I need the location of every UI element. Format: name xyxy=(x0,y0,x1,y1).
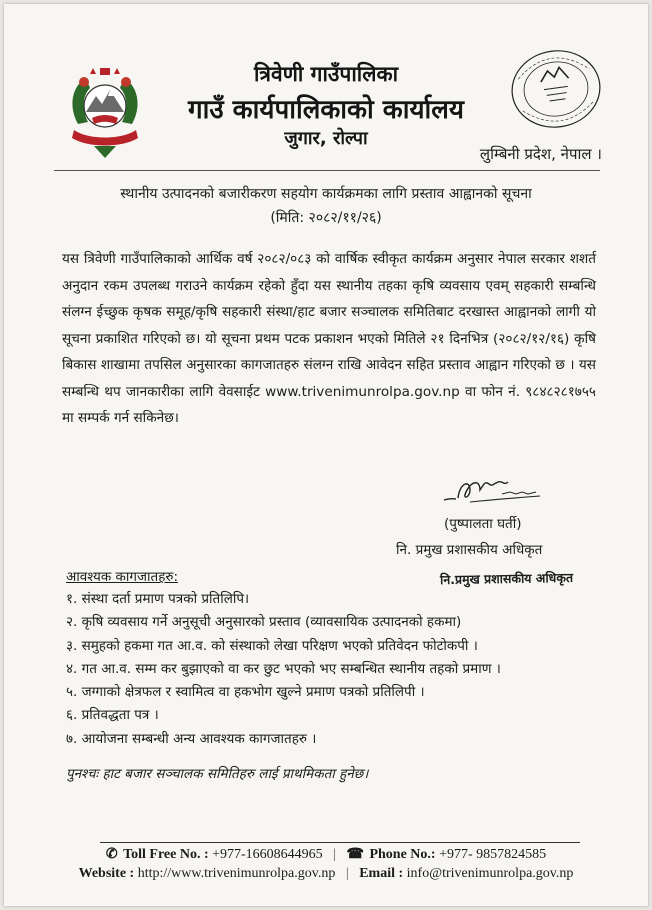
postscript-note: पुनश्चः हाट बजार सञ्चालक समितिहरु लाई प्राथमिकता हुनेछ। xyxy=(66,766,369,782)
footer-separator: | xyxy=(333,847,336,862)
email-link[interactable]: info@trivenimunrolpa.gov.np xyxy=(406,866,574,881)
phone-number[interactable]: +977- 9857824585 xyxy=(439,847,547,862)
footer-separator: | xyxy=(345,866,349,881)
municipality-name: त्रिवेणी गाउँपालिका xyxy=(253,62,399,86)
signer-title: नि. प्रमुख प्रशासकीय अधिकृत xyxy=(396,542,543,558)
phone-label: Phone No.: xyxy=(369,847,436,862)
signer-title-stamp: नि.प्रमुख प्रशासकीय अधिकृत xyxy=(439,569,574,588)
notice-date: (मिति: २०८२/११/२६) xyxy=(270,210,382,226)
list-item: २. कृषि व्यवसाय गर्ने अनुसूची अनुसारको प्रस्ताव (व्यावसायिक उत्पादनको हकमा) xyxy=(66,614,462,631)
notice-page xyxy=(4,4,648,906)
list-item: ३. समुहको हकमा गत आ.व. को संस्थाको लेखा परिक्षण भएको प्रतिवेदन फोटोकपी । xyxy=(66,637,478,654)
list-item: ५. जग्गाको क्षेत्रफल र स्वामित्व वा हकभोग खुल्ने प्रमाण पत्रको प्रतिलिपी । xyxy=(66,684,425,701)
email-label: Email : xyxy=(359,866,404,881)
footer-divider xyxy=(100,842,580,843)
list-item: ७. आयोजना सम्बन्धी अन्य आवश्यक कागजातहरु । xyxy=(66,730,317,747)
handwritten-signature xyxy=(440,472,550,512)
footer-web-line xyxy=(4,866,648,882)
required-documents-list xyxy=(66,588,606,751)
signer-name: (पुष्पालता घर्ती) xyxy=(444,516,522,532)
telephone-icon: ☎ xyxy=(346,847,364,862)
phone-circle-icon: ✆ xyxy=(105,847,118,862)
required-documents-heading: आवश्यक कागजातहरु: xyxy=(66,569,178,585)
list-item: ४. गत आ.व. सम्म कर बुझाएको वा कर छुट भएको भए सम्बन्धित स्थानीय तहको प्रमाण । xyxy=(66,660,501,677)
tollfree-label: Toll Free No. : xyxy=(123,847,209,862)
province-label: लुम्बिनी प्रदेश, नेपाल । xyxy=(479,145,602,163)
website-link[interactable]: http://www.trivenimunrolpa.gov.np xyxy=(137,866,336,881)
list-item: १. संस्था दर्ता प्रमाण पत्रको प्रतिलिपि। xyxy=(66,591,250,607)
footer-contact-line xyxy=(4,846,648,863)
notice-title: स्थानीय उत्पादनको बजारीकरण सहयोग कार्यक्रमका लागि प्रस्ताव आह्वानको सूचना xyxy=(120,186,532,202)
tollfree-number[interactable]: +977-16608644965 xyxy=(212,847,323,862)
website-label: Website : xyxy=(78,866,135,881)
header-divider xyxy=(54,170,600,171)
notice-body: यस त्रिवेणी गाउँपालिकाको आर्थिक वर्ष २०८२/०८३ को वार्षिक स्वीकृत कार्यक्रम अनुसार नेपाल सरकार शशर्त अनुदान रकम उपलब्ध गराउने कार्यक्रम रहेको हुँदा यस स्थानीय तहका कृषि व्यवसाय एवम् सहकारी सम्बन्धि संलग्न ईच्छुक कृषक समूह/कृषि सहकारी संस्था/हाट बजार सञ्चालक समितिबाट दरखास्त आह्वानको लागी यो सूचना प्रकाशित गरिएको छ। यो सूचना प्रथम पटक प्रकाशन भएको मितिले २१ दिनभित्र (२०८२/१२/१६) कृषि बिकास शाखामा तपसिल अनुसारका कागजातहरु संलग्न राखि आवेदन सहित प्रस्ताव आह्वान गरिएको छ । यस सम्बन्धि थप जानकारीका लागि वेवसाईट www.trivenimunrolpa.gov.np वा फोन नं. ९८४८२८१७५५ मा सम्पर्क गर्न सकिनेछ। xyxy=(62,251,596,426)
office-location: जुगार, रोल्पा xyxy=(284,128,368,149)
list-item: ६. प्रतिवद्धता पत्र । xyxy=(66,707,159,724)
office-name: गाउँ कार्यपालिकाको कार्यालय xyxy=(188,95,464,125)
